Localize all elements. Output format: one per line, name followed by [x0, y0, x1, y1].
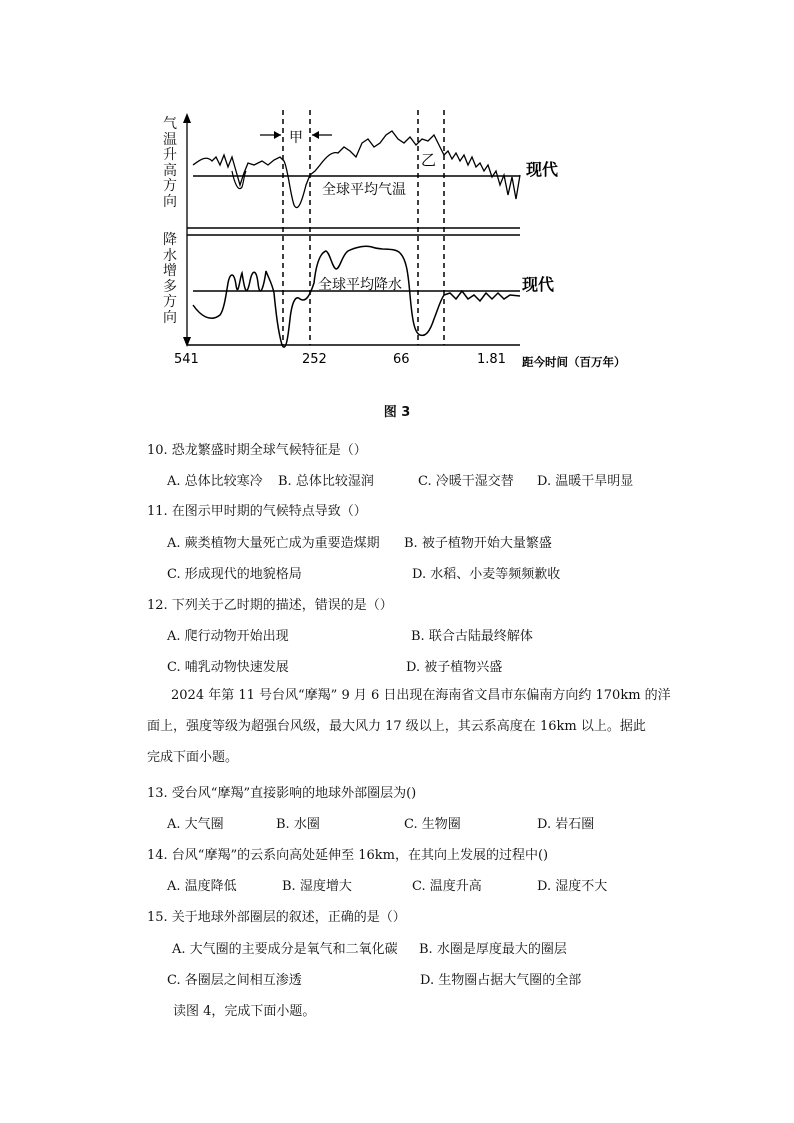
climate-chart — [150, 105, 650, 380]
figure-caption: 图 3 — [383, 405, 411, 420]
q14-option-b[interactable]: B. 湿度增大 — [282, 879, 352, 894]
closing-instruction: 读图 4，完成下面小题。 — [173, 1004, 316, 1019]
x-tick-252: 252 — [302, 352, 327, 367]
q11-option-a[interactable]: A. 蕨类植物大量死亡成为重要造煤期 — [167, 536, 380, 551]
period-jia-label: 甲 — [289, 130, 303, 146]
modern-label-top: 现代 — [526, 160, 559, 179]
period-yi-label: 乙 — [421, 151, 437, 169]
modern-label-bottom: 现代 — [522, 275, 555, 294]
q13-option-d[interactable]: D. 岩石圈 — [537, 817, 595, 832]
q12-option-b[interactable]: B. 联合古陆最终解体 — [411, 629, 533, 644]
y-label-temperature: 气温升高方向 — [163, 116, 177, 210]
q15-option-a[interactable]: A. 大气圈的主要成分是氧气和二氧化碳 — [172, 942, 398, 957]
passage-line-2: 面上，强度等级为超强台风级，最大风力 17 级以上，其云系高度在 16km 以上。据此 — [147, 719, 646, 734]
question-15-stem: 15. 关于地球外部圈层的叙述，正确的是（） — [147, 910, 406, 925]
q13-option-b[interactable]: B. 水圈 — [276, 817, 320, 832]
y-label-precipitation: 降水增多方向 — [163, 232, 177, 326]
q12-option-a[interactable]: A. 爬行动物开始出现 — [167, 629, 289, 644]
question-14-stem: 14. 台风“摩羯”的云系向高处延伸至 16km，在其向上发展的过程中() — [147, 848, 549, 863]
question-10-stem: 10. 恐龙繁盛时期全球气候特征是（） — [147, 443, 367, 458]
q11-option-d[interactable]: D. 水稻、小麦等频频歉收 — [412, 567, 561, 582]
q13-option-a[interactable]: A. 大气圈 — [167, 817, 224, 832]
temp-reference-label: 全球平均气温 — [322, 182, 406, 198]
x-tick-66: 66 — [393, 352, 410, 367]
q12-option-d[interactable]: D. 被子植物兴盛 — [406, 660, 503, 675]
q15-option-c[interactable]: C. 各圈层之间相互渗透 — [167, 973, 302, 988]
jia-arrowhead-right — [312, 131, 319, 139]
q15-option-b[interactable]: B. 水圈是厚度最大的圈层 — [419, 942, 567, 957]
q11-option-c[interactable]: C. 形成现代的地貌格局 — [167, 567, 302, 582]
q13-option-c[interactable]: C. 生物圈 — [404, 817, 461, 832]
question-11-stem: 11. 在图示甲时期的气候特点导致（） — [147, 504, 367, 519]
passage-line-1: 2024 年第 11 号台风“摩羯” 9 月 6 日出现在海南省文昌市东偏南方向约 170km 的洋 — [171, 688, 671, 703]
q14-option-a[interactable]: A. 温度降低 — [167, 879, 237, 894]
x-tick-1-81: 1.81 — [477, 352, 506, 367]
question-12-stem: 12. 下列关于乙时期的描述，错误的是（） — [147, 598, 393, 613]
figure-3 — [150, 105, 650, 380]
jia-arrowhead-left — [274, 131, 281, 139]
passage-line-3: 完成下面小题。 — [147, 750, 239, 765]
precip-reference-label: 全球平均降水 — [318, 277, 402, 293]
q15-option-d[interactable]: D. 生物圈占据大气圈的全部 — [420, 973, 582, 988]
x-axis-unit: 距今时间（百万年） — [522, 355, 626, 369]
q10-option-c[interactable]: C. 冷暖干湿交替 — [418, 474, 514, 489]
precipitation-curve — [193, 246, 520, 347]
q11-option-b[interactable]: B. 被子植物开始大量繁盛 — [404, 536, 552, 551]
q10-option-a[interactable]: A. 总体比较寒冷 — [167, 474, 263, 489]
q14-option-c[interactable]: C. 温度升高 — [412, 879, 482, 894]
y-axis-arrow-up — [183, 113, 191, 123]
q14-option-d[interactable]: D. 湿度不大 — [537, 879, 608, 894]
question-13-stem: 13. 受台风“摩羯”直接影响的地球外部圈层为() — [147, 786, 417, 801]
x-tick-541: 541 — [174, 352, 199, 367]
q10-option-b[interactable]: B. 总体比较湿润 — [278, 474, 374, 489]
q10-option-d[interactable]: D. 温暖干旱明显 — [537, 474, 634, 489]
q12-option-c[interactable]: C. 哺乳动物快速发展 — [167, 660, 289, 675]
